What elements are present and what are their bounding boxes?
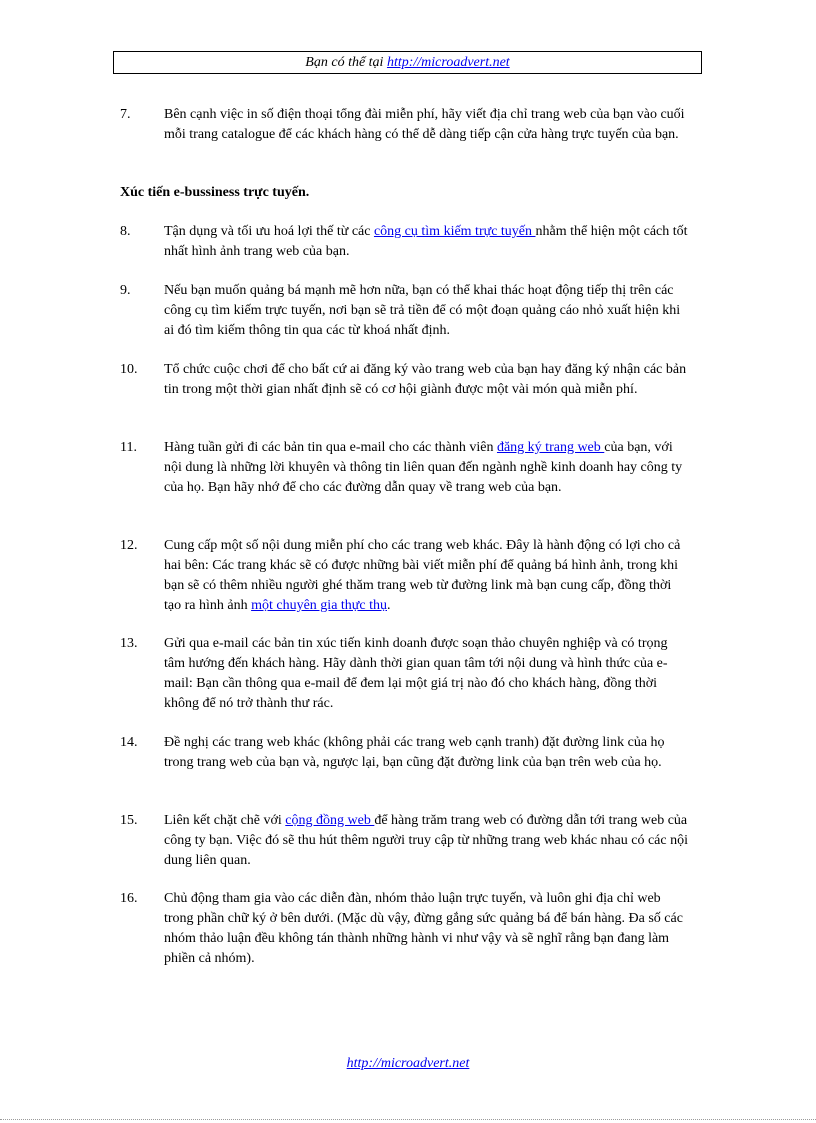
item-text-before: Tận dụng và tối ưu hoá lợi thế từ các	[164, 224, 374, 239]
item-text: Tổ chức cuộc chơi để cho bất cứ ai đăng ký vào trang web của bạn hay đăng ký nhận các bản tin trong một thời gian nhất định sẽ có cơ hội giành được một vài món quà miễn phí.	[164, 362, 687, 397]
list-item-15	[120, 811, 690, 871]
item-text-after: để hàng trăm trang web có đường dẫn tới trang web của công ty bạn. Việc đó sẽ thu hút thêm người truy cập từ những trang web khác nhau có các nội dung liên quan.	[164, 813, 688, 868]
page-header	[113, 51, 702, 74]
list-item-13	[120, 634, 690, 714]
item-text: Bên cạnh việc in số điện thoại tổng đài miễn phí, hãy viết địa chỉ trang web của bạn vào cuối mỗi trang catalogue để các khách hàng có thể dễ dàng tiếp cận cửa hàng trực tuyến của bạn.	[164, 107, 685, 142]
item-text	[164, 536, 690, 616]
item-text-after: .	[387, 598, 391, 613]
item-text	[164, 222, 690, 262]
link-register-website[interactable]: đăng ký trang web	[496, 440, 605, 455]
item-text	[164, 438, 690, 498]
item-text-before: Hàng tuần gửi đi các bản tin qua e-mail cho các thành viên	[164, 440, 497, 455]
item-number: 12.	[120, 538, 138, 553]
item-text-before: Liên kết chặt chẽ với	[164, 813, 286, 828]
list-item-10	[120, 360, 690, 400]
item-text: Đề nghị các trang web khác (không phải các trang web cạnh tranh) đặt đường link của họ trong trang web của bạn và, ngược lại, bạn cũng đặt đường link của bạn trên web của họ.	[164, 735, 665, 770]
list-item-12	[120, 536, 690, 616]
section-heading: Xúc tiến e-bussiness trực tuyến.	[120, 185, 310, 200]
header-prefix: Bạn có thể tại	[305, 55, 387, 70]
list-item-14	[120, 733, 690, 773]
list-item-9	[120, 281, 690, 341]
footer-link[interactable]: http://microadvert.net	[346, 1056, 470, 1071]
link-search-engines[interactable]: công cụ tìm kiếm trực tuyến	[373, 224, 536, 239]
item-number: 7.	[120, 107, 131, 122]
item-text-before: Cung cấp một số nội dung miễn phí cho các trang web khác. Đây là hành động có lợi cho cả hai bên: Các trang khác sẽ có được những bài viết miễn phí để quảng bá hình ảnh, trong khi bạn sẽ có thêm nhiều người ghé thăm trang web từ đường link mà bạn cung cấp, đồng thời tạo ra hình ảnh	[164, 538, 681, 613]
item-text: Chủ động tham gia vào các diễn đàn, nhóm thảo luận trực tuyến, và luôn ghi địa chỉ web trong phần chữ ký ở bên dưới. (Mặc dù vậy, đừng gắng sức quảng bá để bán hàng. Đa số các nhóm thảo luận đều không tán thành những hành vi như vậy và sẽ nghĩ rằng bạn đang làm phiền cả nhóm).	[164, 891, 683, 966]
item-number: 9.	[120, 283, 131, 298]
item-number: 8.	[120, 224, 131, 239]
header-link[interactable]: http://microadvert.net	[386, 55, 510, 70]
item-text: Gửi qua e-mail các bản tin xúc tiến kinh doanh được soạn thảo chuyên nghiệp và có trọng tâm hướng đến khách hàng. Hãy dành thời gian quan tâm tới nội dung và hình thức của e-mail: Bạn cần thông qua e-mail để đem lại một giá trị nào đó cho khách hàng, đồng thời không để nó trở thành thư rác.	[164, 636, 668, 711]
item-number: 10.	[120, 362, 138, 377]
item-text-after: nhằm thể hiện một cách tốt nhất hình ảnh trang web của bạn.	[164, 224, 688, 259]
link-web-community[interactable]: cộng đồng web	[285, 813, 375, 828]
item-number: 15.	[120, 813, 138, 828]
item-text-after: của bạn, với nội dung là những lời khuyên và thông tin liên quan đến ngành nghề kinh doanh hay công ty của họ. Bạn hãy nhớ để cho các đường dẫn quay về trang web của bạn.	[164, 440, 683, 495]
item-number: 14.	[120, 735, 138, 750]
item-number: 13.	[120, 636, 138, 651]
item-text: Nếu bạn muốn quảng bá mạnh mẽ hơn nữa, bạn có thể khai thác hoạt động tiếp thị trên các công cụ tìm kiếm trực tuyến, nơi bạn sẽ trả tiền để có một đoạn quảng cáo nhỏ xuất hiện khi ai đó tìm kiếm thông tin qua các từ khoá nhất định.	[164, 283, 681, 338]
item-text	[164, 811, 690, 871]
page-bottom-divider	[0, 1119, 816, 1120]
item-number: 11.	[120, 440, 137, 455]
list-item-11	[120, 438, 690, 498]
item-number: 16.	[120, 891, 138, 906]
link-real-expert[interactable]: một chuyên gia thực thụ	[251, 598, 387, 613]
list-item-8	[120, 222, 690, 262]
page-footer	[0, 1054, 816, 1074]
list-item-16	[120, 889, 690, 969]
list-item-7	[120, 105, 690, 145]
